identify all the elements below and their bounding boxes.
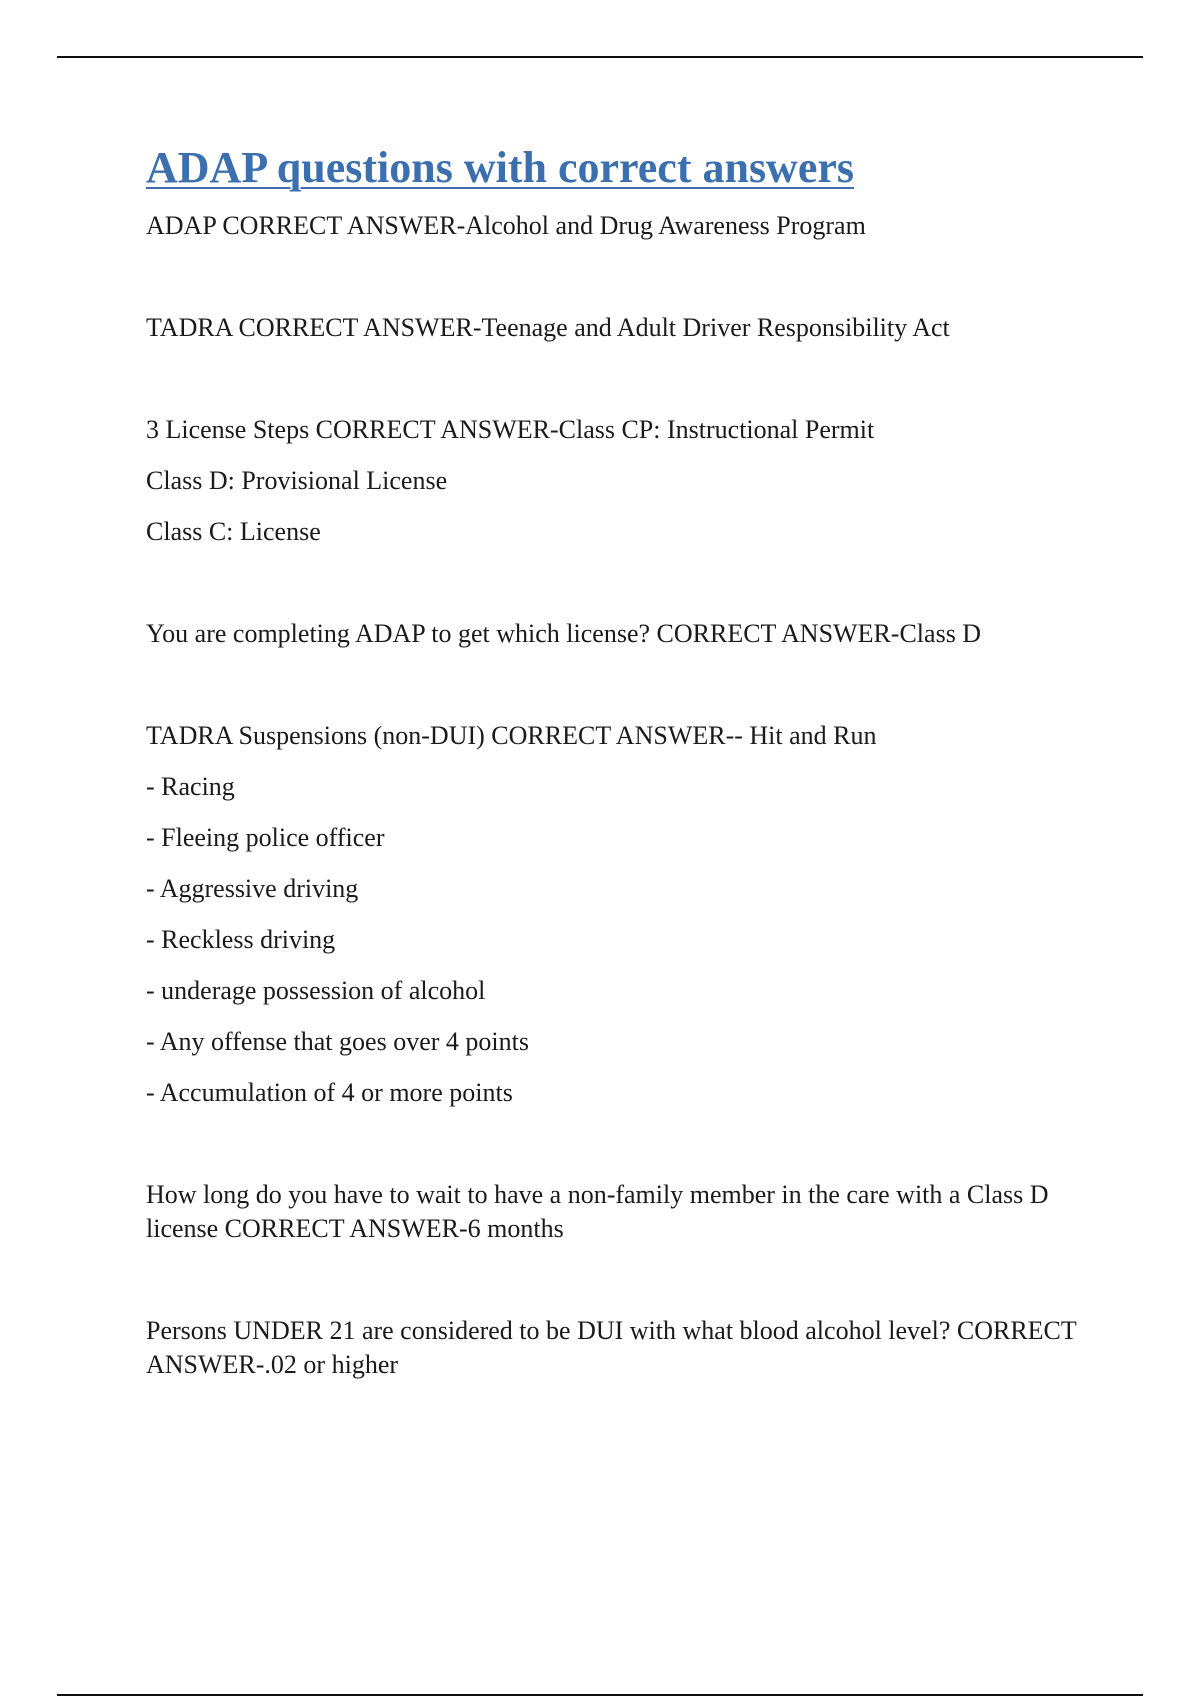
document-body: [146, 140, 1086, 1382]
bottom-rule: [57, 1694, 1143, 1696]
qa-answer-line: - Any offense that goes over 4 points: [146, 1027, 529, 1056]
qa-text: How long do you have to wait to have a non-family member in the care with a Class D license CORRECT ANSWER-6 months: [146, 1180, 1049, 1243]
qa-answer-line: Class D: Provisional License: [146, 466, 448, 495]
qa-text: 3 License Steps CORRECT ANSWER-Class CP: Instructional Permit: [146, 415, 875, 444]
qa-answer-line: - Fleeing police officer: [146, 823, 385, 852]
qa-text: TADRA CORRECT ANSWER-Teenage and Adult Driver Responsibility Act: [146, 313, 950, 342]
qa-answer-line: - Racing: [146, 772, 235, 801]
qa-item: [146, 617, 1086, 651]
qa-text: TADRA Suspensions (non-DUI) CORRECT ANSWER-- Hit and Run: [146, 721, 877, 750]
qa-answer-line: - underage possession of alcohol: [146, 976, 486, 1005]
qa-item: [146, 719, 1086, 1110]
qa-item: [146, 1178, 1086, 1246]
qa-answer-line: - Accumulation of 4 or more points: [146, 1078, 513, 1107]
qa-item: [146, 1314, 1086, 1382]
qa-item: [146, 311, 1086, 345]
qa-text: Persons UNDER 21 are considered to be DUI with what blood alcohol level? CORRECT ANSWER-.02 or higher: [146, 1316, 1077, 1379]
qa-text: ADAP CORRECT ANSWER-Alcohol and Drug Awareness Program: [146, 211, 866, 240]
qa-answer-line: - Aggressive driving: [146, 874, 359, 903]
qa-answer-line: Class C: License: [146, 517, 321, 546]
top-rule: [57, 56, 1143, 58]
qa-item: [146, 209, 1086, 243]
qa-answer-line: - Reckless driving: [146, 925, 336, 954]
qa-item: [146, 413, 1086, 549]
qa-text: You are completing ADAP to get which license? CORRECT ANSWER-Class D: [146, 619, 982, 648]
document-title: ADAP questions with correct answers: [146, 143, 855, 192]
